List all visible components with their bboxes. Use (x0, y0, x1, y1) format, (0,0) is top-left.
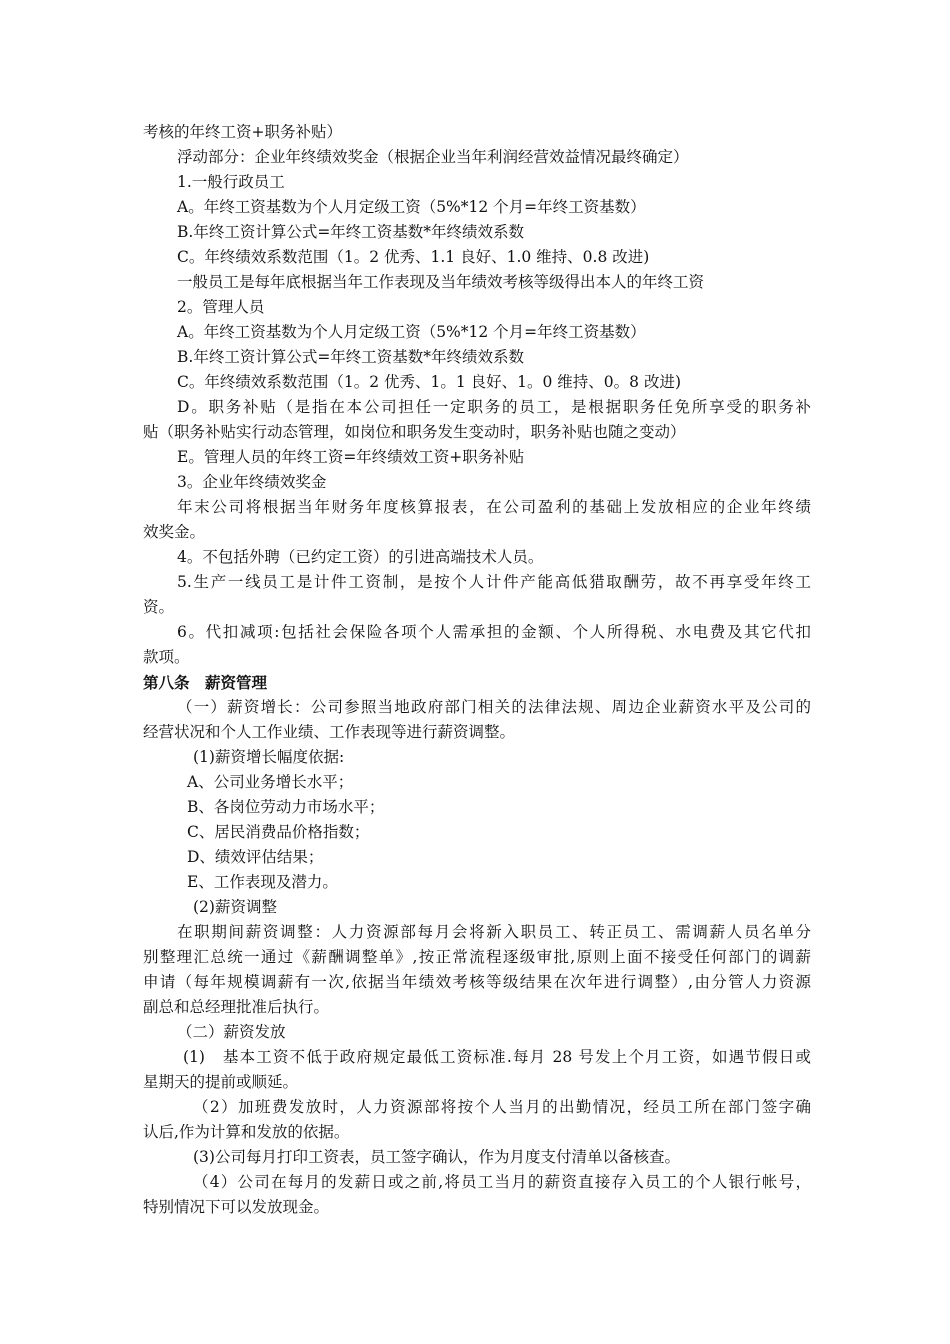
text-line: （二）薪资发放 (177, 1023, 286, 1041)
text-line: E、工作表现及潜力。 (187, 873, 338, 891)
text-line: (3)公司每月打印工资表，员工签字确认，作为月度支付清单以备核查。 (193, 1148, 680, 1166)
text-line: (1)薪资增长幅度依据: (193, 748, 345, 766)
text-line: 4。不包括外聘（已约定工资）的引进高端技术人员。 (177, 548, 544, 566)
text-line: (1) 基本工资不低于政府规定最低工资标准.每月 28 号发上个月工资，如遇节假日或 (183, 1048, 811, 1066)
text-line: 认后,作为计算和发放的依据。 (143, 1123, 350, 1141)
text-line: 星期天的提前或顺延。 (143, 1073, 299, 1091)
text-line: 考核的年终工资+职务补贴） (143, 123, 342, 141)
text-line: (2)薪资调整 (193, 898, 277, 916)
document-body (143, 120, 811, 1220)
section-heading: 第八条 薪资管理 (143, 673, 268, 692)
text-line: D、绩效评估结果； (187, 848, 324, 866)
text-line: 3。企业年终绩效奖金 (177, 473, 327, 491)
text-line: C、居民消费品价格指数； (187, 823, 370, 841)
text-line: 资。 (143, 598, 175, 616)
text-line: A、公司业务增长水平； (187, 773, 354, 791)
text-line: 浮动部分：企业年终绩效奖金（根据企业当年利润经营效益情况最终确定） (177, 148, 689, 166)
text-line: C。年终绩效系数范围（1。2 优秀、1。1 良好、1。0 维持、0。8 改进) (177, 373, 682, 391)
text-line: 1.一般行政员工 (177, 173, 285, 191)
text-line: 在职期间薪资调整：人力资源部每月会将新入职员工、转正员工、需调薪人员名单分 (177, 923, 811, 941)
text-line: 申请（每年规模调薪有一次,依据当年绩效考核等级结果在次年进行调整）,由分管人力资源 (143, 973, 811, 991)
text-line: A。年终工资基数为个人月定级工资（5%*12 个月=年终工资基数） (177, 198, 646, 216)
text-line: B、各岗位劳动力市场水平； (187, 798, 385, 816)
text-line: 6。代扣减项:包括社会保险各项个人需承担的金额、个人所得税、水电费及其它代扣 (177, 623, 811, 641)
text-line: （一）薪资增长：公司参照当地政府部门相关的法律法规、周边企业薪资水平及公司的 (177, 698, 811, 716)
text-line: C。年终绩效系数范围（1。2 优秀、1.1 良好、1.0 维持、0.8 改进) (177, 248, 650, 266)
text-line: 5.生产一线员工是计件工资制，是按个人计件产能高低猎取酬劳，故不再享受年终工 (177, 573, 811, 591)
text-line: E。管理人员的年终工资=年终绩效工资+职务补贴 (177, 448, 525, 466)
text-line: D。职务补贴（是指在本公司担任一定职务的员工，是根据职务任免所享受的职务补 (177, 398, 811, 416)
text-line: 2。管理人员 (177, 298, 265, 316)
text-line: （2）加班费发放时，人力资源部将按个人当月的出勤情况，经员工所在部门签字确 (193, 1098, 811, 1116)
text-line: 特别情况下可以发放现金。 (143, 1198, 330, 1216)
text-line: 别整理汇总统一通过《薪酬调整单》,按正常流程逐级审批,原则上面不接受任何部门的调薪 (143, 948, 811, 966)
text-line: B.年终工资计算公式=年终工资基数*年终绩效系数 (177, 348, 525, 366)
text-line: 一般员工是每年底根据当年工作表现及当年绩效考核等级得出本人的年终工资 (177, 273, 705, 291)
text-line: 贴（职务补贴实行动态管理，如岗位和职务发生变动时，职务补贴也随之变动） (143, 423, 686, 441)
text-line: 款项。 (143, 648, 190, 666)
text-line: 经营状况和个人工作业绩、工作表现等进行薪资调整。 (143, 723, 516, 741)
text-line: 效奖金。 (143, 523, 206, 541)
text-line: 副总和总经理批准后执行。 (143, 998, 330, 1016)
text-line: 年末公司将根据当年财务年度核算报表，在公司盈利的基础上发放相应的企业年终绩 (177, 498, 811, 516)
text-line: A。年终工资基数为个人月定级工资（5%*12 个月=年终工资基数） (177, 323, 646, 341)
text-line: B.年终工资计算公式=年终工资基数*年终绩效系数 (177, 223, 525, 241)
text-line: （4）公司在每月的发薪日或之前,将员工当月的薪资直接存入员工的个人银行帐号， (193, 1173, 811, 1191)
